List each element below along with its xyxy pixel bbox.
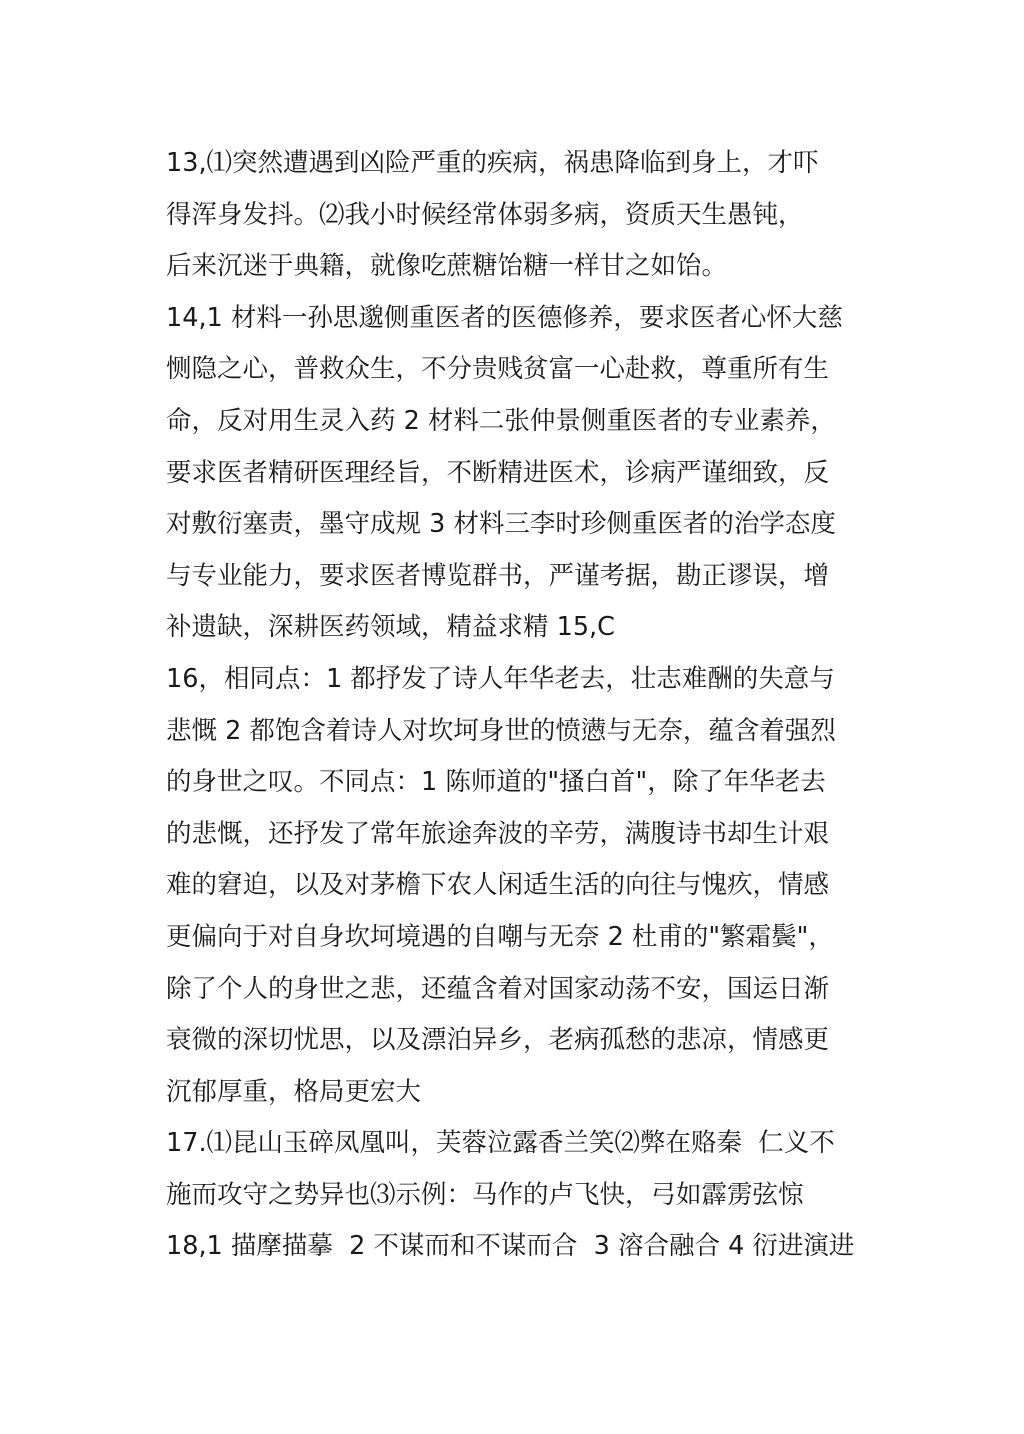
text-line: 与专业能力，要求医者博览群书，严谨考据，勘正谬误，增 (166, 560, 830, 591)
text-line: 难的窘迫，以及对茅檐下农人闲适生活的向往与愧疚，情感 (166, 870, 830, 901)
text-line: 18,1 描摩描摹 2 不谋而和不谋而合 3 溶合融合 4 衍进演进 (166, 1231, 855, 1262)
text-line: 16，相同点：1 都抒发了诗人年华老去，壮志难酬的失意与 (166, 663, 835, 694)
text-line: 对敷衍塞责，墨守成规 3 材料三李时珍侧重医者的治学态度 (166, 509, 836, 540)
text-line: 的悲慨，还抒发了常年旅途奔波的辛劳，满腹诗书却生计艰 (166, 818, 830, 849)
text-line: 更偏向于对自身坎坷境遇的自嘲与无奈 2 杜甫的"繁霜鬓"， (166, 921, 834, 952)
text-line: 命，反对用生灵入药 2 材料二张仲景侧重医者的专业素养， (166, 405, 836, 436)
text-line: 恻隐之心，普救众生，不分贵贱贫富一心赴救，尊重所有生 (166, 354, 830, 385)
text-line: 悲慨 2 都饱含着诗人对坎坷身世的愤懑与无奈，蕴含着强烈 (166, 715, 836, 746)
text-line: 13,⑴突然遭遇到凶险严重的疾病，祸患降临到身上，才吓 (166, 148, 819, 178)
text-line: 沉郁厚重，格局更宏大 (166, 1076, 422, 1107)
answer-text-block (166, 138, 866, 1273)
text-line: 衰微的深切忧思，以及漂泊异乡，老病孤愁的悲凉，情感更 (166, 1025, 830, 1056)
text-line: 除了个人的身世之悲，还蕴含着对国家动荡不安，国运日渐 (166, 973, 830, 1004)
text-line: 要求医者精研医理经旨，不断精进医术，诊病严谨细致，反 (166, 457, 830, 488)
text-line: 后来沉迷于典籍，就像吃蔗糖饴糖一样甘之如饴。 (166, 251, 728, 282)
text-line: 得浑身发抖。⑵我小时候经常体弱多病，资质天生愚钝， (166, 199, 804, 230)
text-line: 的身世之叹。不同点：1 陈师道的"搔白首"，除了年华老去 (166, 767, 826, 798)
text-line: 14,1 材料一孙思邈侧重医者的医德修养，要求医者心怀大慈 (166, 302, 843, 333)
text-line: 补遗缺，深耕医药领域，精益求精 15,C (166, 612, 615, 643)
text-line: 17.⑴昆山玉碎凤凰叫，芙蓉泣露香兰笑⑵弊在赂秦 仁义不 (166, 1128, 835, 1159)
text-line: 施而攻守之势异也⑶示例：马作的卢飞快，弓如霹雳弦惊 (166, 1179, 804, 1210)
